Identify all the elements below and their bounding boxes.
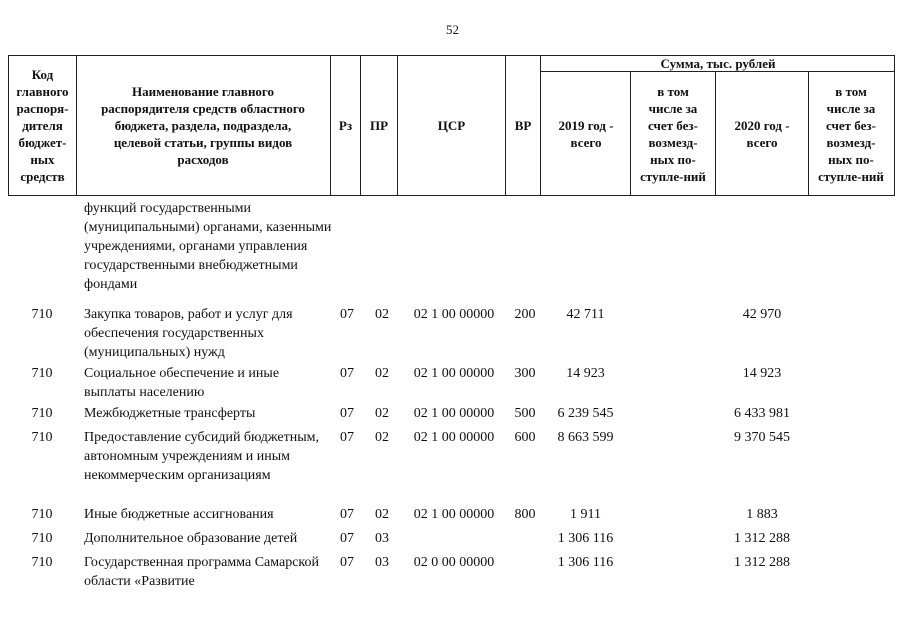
vr-cell: 300 (514, 366, 536, 381)
code-cell: 710 (31, 406, 53, 421)
page-number: 52 (446, 22, 459, 37)
rz-cell: 07 (340, 307, 354, 322)
header-name: Наименование главного распорядителя средств областного бюджета, раздела, подраздела, целевой статьи, группы видов расходов (101, 84, 305, 167)
vr-cell: 600 (514, 430, 536, 445)
vr-cell: 500 (514, 406, 536, 421)
csr-cell: 02 1 00 00000 (413, 507, 495, 522)
name-cell: Закупка товаров, работ и услуг для обеспечения государственных (муниципальных) нужд (84, 307, 293, 360)
pr-cell: 02 (375, 406, 389, 421)
divider (540, 55, 541, 196)
header-2020-free: в том числе за счет без-возмезд-ных по-ступле-ний (818, 83, 884, 184)
rz-cell: 07 (340, 366, 354, 381)
name-cell: Межбюджетные трансферты (84, 406, 256, 421)
header-sum: Сумма, тыс. рублей (660, 55, 776, 71)
y2020-cell: 42 970 (742, 307, 782, 322)
rz-cell: 07 (340, 406, 354, 421)
pr-cell: 02 (375, 366, 389, 381)
header-csr: ЦСР (437, 118, 466, 133)
y2020-cell: 6 433 981 (734, 406, 790, 421)
y2020-cell: 1 312 288 (734, 531, 790, 546)
vr-cell: 200 (514, 307, 536, 322)
rz-cell: 07 (340, 531, 354, 546)
pr-cell: 03 (375, 531, 389, 546)
csr-cell: 02 1 00 00000 (413, 366, 495, 381)
code-cell: 710 (31, 307, 53, 322)
name-cell: Государственная программа Самарской области «Развитие (84, 555, 320, 589)
y2020-cell: 14 923 (742, 366, 782, 381)
divider (630, 71, 631, 196)
y2019-cell: 42 711 (566, 307, 605, 322)
y2020-cell: 1 312 288 (734, 555, 790, 570)
csr-cell: 02 1 00 00000 (413, 406, 495, 421)
divider (76, 55, 77, 196)
name-cell: Дополнительное образование детей (84, 531, 298, 546)
vr-cell: 800 (514, 507, 536, 522)
divider (808, 71, 809, 196)
rz-cell: 07 (340, 507, 354, 522)
csr-cell: 02 1 00 00000 (413, 307, 495, 322)
pr-cell: 02 (375, 430, 389, 445)
divider (715, 71, 716, 196)
y2019-cell: 6 239 545 (557, 406, 614, 421)
header-2020-total: 2020 год - всего (734, 117, 790, 150)
header-2019-total: 2019 год - всего (558, 117, 614, 150)
y2019-cell: 1 306 116 (557, 555, 614, 570)
header-rz: Рз (338, 118, 353, 133)
header-pr: ПР (369, 118, 389, 133)
y2020-cell: 9 370 545 (734, 430, 790, 445)
continuation-text: функций государственными (муниципальными) органами, казенными учреждениями, органами управления государственными внебюджетными фондами (84, 201, 332, 292)
name-cell: Иные бюджетные ассигнования (84, 507, 274, 522)
code-cell: 710 (31, 430, 53, 445)
name-cell: Предоставление субсидий бюджетным, автономным учреждениям и иным некоммерческим организациям (84, 430, 320, 483)
y2019-cell: 8 663 599 (557, 430, 614, 445)
code-cell: 710 (31, 555, 53, 570)
y2019-cell: 14 923 (566, 366, 605, 381)
pr-cell: 02 (375, 507, 389, 522)
header-code: Код главного распоря-дителя бюджет-ных средств (16, 67, 69, 184)
rz-cell: 07 (340, 555, 354, 570)
code-cell: 710 (31, 366, 53, 381)
header-vr: ВР (514, 118, 532, 133)
y2019-cell: 1 911 (570, 507, 601, 522)
y2020-cell: 1 883 (746, 507, 778, 522)
code-cell: 710 (31, 507, 53, 522)
y2019-cell: 1 306 116 (557, 531, 614, 546)
csr-cell: 02 1 00 00000 (413, 430, 495, 445)
header-2019-free: в том числе за счет без-возмезд-ных по-ступле-ний (640, 83, 706, 184)
pr-cell: 03 (375, 555, 389, 570)
pr-cell: 02 (375, 307, 389, 322)
code-cell: 710 (31, 531, 53, 546)
csr-cell: 02 0 00 00000 (413, 555, 495, 570)
rz-cell: 07 (340, 430, 354, 445)
name-cell: Социальное обеспечение и иные выплаты населению (84, 366, 280, 400)
